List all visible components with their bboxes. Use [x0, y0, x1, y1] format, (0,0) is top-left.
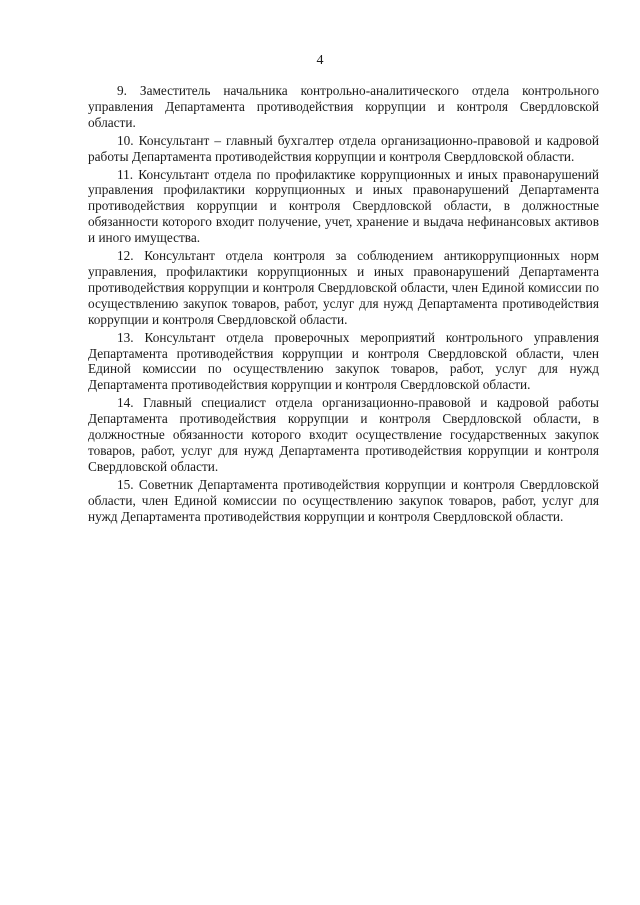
paragraph-item-11: 11. Консультант отдела по профилактике коррупционных и иных правонарушений управления профилактики коррупционных и иных правонарушений Департамента противодействия коррупции и контроля Свердловской области, в должностные обязанности которого входит получение, учет, хранение и выдача нефинансовых активов и иного имущества.	[88, 166, 599, 246]
paragraph-item-15: 15. Советник Департамента противодействия коррупции и контроля Свердловской области, член Единой комиссии по осуществлению закупок товаров, работ, услуг для нужд Департамента противодействия коррупции и контроля Свердловской области.	[88, 476, 599, 524]
paragraph-item-10: 10. Консультант – главный бухгалтер отдела организационно-правовой и кадровой работы Департамента противодействия коррупции и контроля Свердловской области.	[88, 132, 599, 164]
paragraph-item-14: 14. Главный специалист отдела организационно-правовой и кадровой работы Департамента противодействия коррупции и контроля Свердловской области, в должностные обязанности которого входит осуществление государственных закупок товаров, работ, услуг для нужд Департамента противодействия коррупции и контроля Свердловской области.	[88, 395, 599, 474]
paragraph-item-13: 13. Консультант отдела проверочных мероприятий контрольного управления Департамента противодействия коррупции и контроля Свердловской области, член Единой комиссии по осуществлению закупок товаров, работ, услуг для нужд Департамента противодействия коррупции и контроля Свердловской области.	[88, 329, 599, 393]
paragraph-item-9: 9. Заместитель начальника контрольно-аналитического отдела контрольного управления Департамента противодействия коррупции и контроля Свердловской области.	[88, 83, 599, 130]
paragraph-item-12: 12. Консультант отдела контроля за соблюдением антикоррупционных норм управления, профилактики коррупционных и иных правонарушений Департамента противодействия коррупции и контроля Свердловской области, член Единой комиссии по осуществлению закупок товаров, работ, услуг для нужд Департамента противодействия коррупции и контроля Свердловской области.	[88, 248, 599, 327]
page-number: 4	[316, 53, 324, 68]
document-body	[88, 83, 599, 526]
